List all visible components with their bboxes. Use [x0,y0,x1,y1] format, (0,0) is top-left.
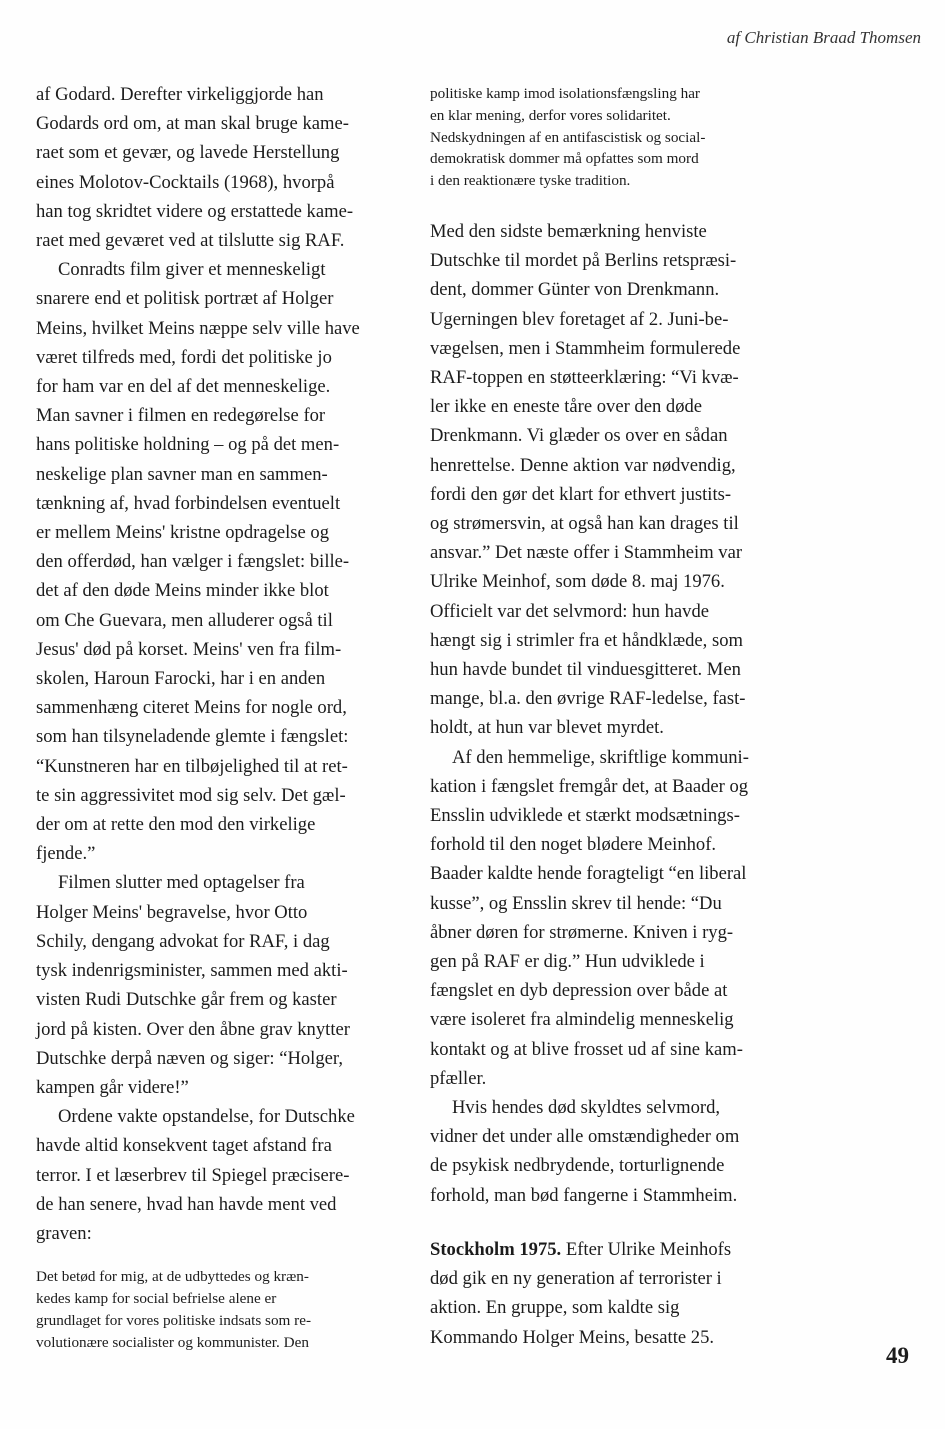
right-column [430,83,802,1352]
text-line: “Kunstneren har en tilbøjelighed til at ret- [36,755,348,777]
text-line: ler ikke en eneste tåre over den døde [430,396,703,418]
right-paragraph-3 [430,1093,802,1210]
left-paragraph-4 [36,1102,408,1248]
text-line: i den reaktionære tyske tradition. [430,172,631,190]
right-paragraph-4-rest [430,1264,802,1352]
text-line: aktion. En gruppe, som kaldte sig [430,1297,680,1319]
text-line: for ham var en del af det menneskelige. [36,376,331,398]
text-line: død gik en ny generation af terrorister i [430,1268,722,1290]
text-line: Drenkmann. Vi glæder os over en sådan [430,425,728,447]
text-line: der om at rette den mod den virkelige [36,814,316,836]
text-line: skolen, Haroun Farocki, har i en anden [36,668,326,690]
text-line: Ugerningen blev foretaget af 2. Juni-be- [430,308,729,330]
text-line: sammenhæng citeret Meins for nogle ord, [36,697,347,719]
text-line: Officielt var det selvmord: hun havde [430,600,709,622]
spacer [36,1248,408,1266]
text-line: Ordene vakte opstandelse, for Dutschke [58,1106,355,1128]
text-line: hun havde bundet til vinduesgitteret. Men [430,659,741,681]
text-line: tænkning af, hvad forbindelsen eventuelt [36,492,341,514]
text-line: Filmen slutter med optagelser fra [58,872,305,894]
text-line: Godards ord om, at man skal bruge kame- [36,113,349,135]
text-line: Af den hemmelige, skriftlige kommuni- [452,746,749,768]
text-line: pfæller. [430,1067,487,1089]
text-line: jord på kisten. Over den åbne grav knytter [36,1018,350,1040]
text-line: holdt, at hun var blevet myrdet. [430,717,664,739]
text-line: fjende.” [36,843,96,865]
text-line: været tilfreds med, fordi det politiske jo [36,346,332,368]
text-line: vidner det under alle omstændigheder om [430,1126,740,1148]
text-line: Dutschke derpå næven og siger: “Holger, [36,1047,343,1069]
running-header: af Christian Braad Thomsen [726,28,921,47]
text-line: Schily, dengang advokat for RAF, i dag [36,930,330,952]
text-line: tysk indenrigsminister, sammen med akti- [36,960,348,982]
text-line: om Che Guevara, men alluderer også til [36,609,333,631]
left-column [36,80,408,1353]
text-line: fængslet en dyb depression over både at [430,980,728,1002]
text-line: RAF-toppen en støtteerklæring: “Vi kvæ- [430,367,739,388]
text-line: af Godard. Derefter virkeliggjorde han [36,84,324,105]
text-line: den offerdød, han vælger i fængslet: bille- [36,551,350,573]
right-paragraph-1 [430,217,802,743]
left-paragraph-1 [36,80,408,255]
text-line: volutionære socialister og kommunister. Den [36,1333,309,1351]
text-line: Man savner i filmen en redegørelse for [36,405,326,427]
text-line: mange, bl.a. den øvrige RAF-ledelse, fast- [430,688,746,710]
section-heading: Stockholm 1975. [430,1238,562,1260]
text-line: raet med geværet ved at tilslutte sig RAF. [36,230,345,252]
right-paragraph-4: Stockholm 1975. Efter Ulrike Meinhofs død gik en ny generation af terrorister i aktion. En gruppe, som kaldte sig Kommando Holger Meins, besatte 25. [430,1235,802,1352]
text-line: de psykisk nedbrydende, torturlignende [430,1155,725,1177]
text-line: åbner døren for strømerne. Kniven i ryg- [430,921,734,943]
text-line: terror. I et læserbrev til Spiegel præcisere- [36,1164,350,1186]
right-paragraph-2 [430,743,802,1093]
text-line: hængt sig i strimler fra et håndklæde, som [430,629,743,651]
text-line: raet som et gevær, og lavede Herstellung [36,142,340,164]
text-line: han tog skridtet videre og erstattede kame- [36,200,354,222]
text-line: grundlaget for vores politiske indsats som re- [36,1311,312,1329]
text-line: og strømersvin, at også han kan drages til [430,513,739,535]
text-line: det af den døde Meins minder ikke blot [36,580,329,602]
text-line: politiske kamp imod isolationsfængsling har [430,85,700,102]
text-line: Det betød for mig, at de udbyttedes og kræn- [36,1268,309,1286]
text-line: Ensslin udviklede et stærkt modsætnings- [430,805,740,827]
text-line: kontakt og at blive frosset ud af sine kam- [430,1038,743,1060]
text-line: Holger Meins' begravelse, hvor Otto [36,901,308,923]
text-line: ansvar.” Det næste offer i Stammheim var [430,542,743,564]
text-line: være isoleret fra almindelig menneskelig [430,1009,734,1031]
text-line: vægelsen, men i Stammheim formulerede [430,337,741,359]
text-line: eines Molotov-Cocktails (1968), hvorpå [36,171,335,193]
spacer [430,1210,802,1235]
text-line: som han tilsyneladende glemte i fængslet: [36,726,349,748]
text-line: kusse”, og Ensslin skrev til hende: “Du [430,892,722,914]
text-line: en klar mening, derfor vores solidaritet. [430,106,671,124]
page-number: 49 [886,1343,909,1368]
text-line: hans politiske holdning – og på det men- [36,434,340,456]
text-line: snarere end et politisk portræt af Holger [36,288,334,310]
text-line: Nedskydningen af en antifascistisk og social- [430,128,706,146]
right-block-quote [430,83,802,192]
text-line: de han senere, hvad han havde ment ved [36,1193,337,1215]
text-line: graven: [36,1222,92,1244]
text-line: er mellem Meins' kristne opdragelse og [36,522,330,544]
text-line: visten Rudi Dutschke går frem og kaster [36,989,337,1011]
text-line: demokratisk dommer må opfattes som mord [430,150,699,168]
text-line: fordi den gør det klart for ethvert justits- [430,483,732,505]
left-block-quote [36,1266,408,1353]
left-paragraph-2 [36,255,408,868]
text-line: forhold, man bød fangerne i Stammheim. [430,1184,738,1206]
text-line: forhold til den noget blødere Meinhof. [430,834,717,856]
text-line: Hvis hendes død skyldtes selvmord, [452,1097,721,1119]
text-line: dent, dommer Günter von Drenkmann. [430,279,720,301]
text-line: neskelige plan savner man en sammen- [36,463,328,485]
text-line: Med den sidste bemærkning henviste [430,220,707,242]
text-line: Jesus' død på korset. Meins' ven fra film- [36,638,342,660]
text-line: gen på RAF er dig.” Hun udviklede i [430,951,705,973]
text-line: Baader kaldte hende foragteligt “en liberal [430,863,747,885]
text-line: henrettelse. Denne aktion var nødvendig, [430,454,736,476]
text-line: kedes kamp for social befrielse alene er [36,1289,277,1307]
text-line: Ulrike Meinhof, som døde 8. maj 1976. [430,571,725,593]
text-line: Kommando Holger Meins, besatte 25. [430,1326,715,1348]
text-line: kation i fængslet fremgår det, at Baader og [430,775,749,797]
text-line: Meins, hvilket Meins næppe selv ville have [36,317,360,339]
text-line: Dutschke til mordet på Berlins retspræsi- [430,250,737,272]
text-line: kampen går videre!” [36,1076,189,1098]
text-line: havde altid konsekvent taget afstand fra [36,1135,332,1157]
text-line: te sin aggressivitet mod sig selv. Det gæl- [36,784,346,806]
left-paragraph-3 [36,868,408,1102]
text-line: Conradts film giver et menneskeligt [58,259,326,281]
spacer [430,192,802,217]
